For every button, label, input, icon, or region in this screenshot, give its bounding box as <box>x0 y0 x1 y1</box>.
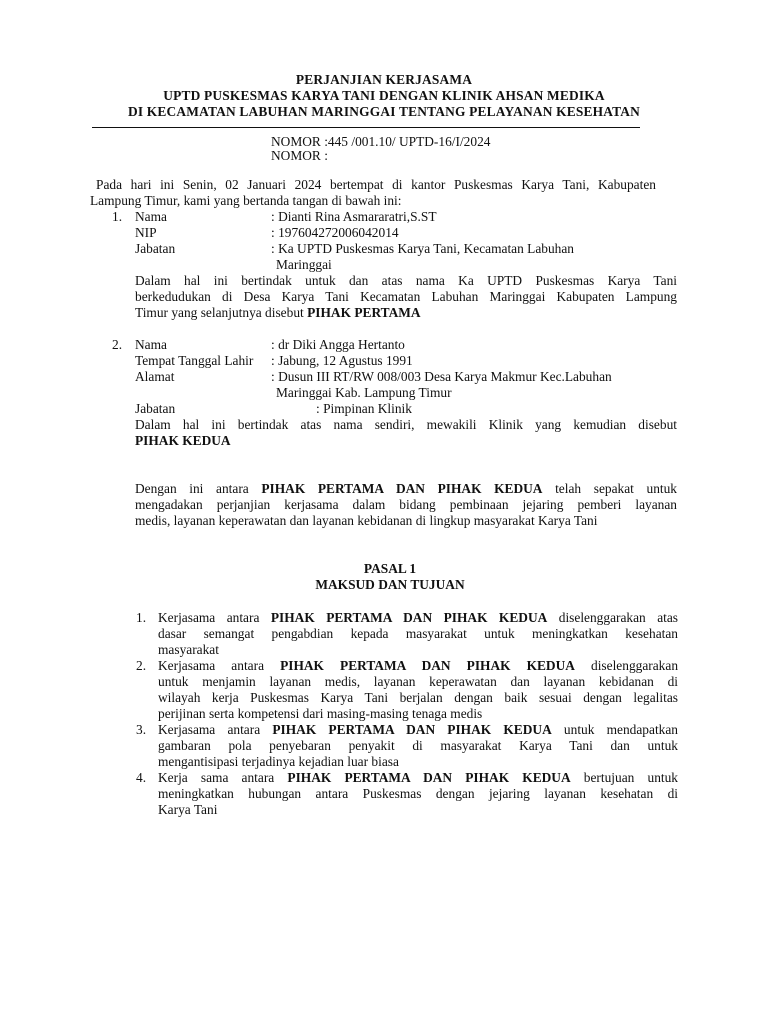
pasal-item-1-parties: PIHAK PERTAMA DAN PIHAK KEDUA <box>270 610 548 625</box>
nomor-line-1: NOMOR :445 /001.10/ UPTD-16/I/2024 <box>271 134 491 149</box>
party1-desc-line-1: Dalam hal ini bertindak untuk dan atas nama Ka UPTD Puskesmas Karya Tani <box>135 273 677 288</box>
pasal-item-4-text-a: Kerja sama antara <box>158 770 288 785</box>
agreement-line-1 <box>135 481 677 497</box>
party1-nip-label: NIP <box>135 225 157 240</box>
agreement-parties: PIHAK PERTAMA DAN PIHAK KEDUA <box>261 481 543 496</box>
intro-line-1: Pada hari ini Senin, 02 Januari 2024 bertempat di kantor Puskesmas Karya Tani, Kabupaten <box>96 177 656 192</box>
party2-alamat-value-cont: Maringgai Kab. Lampung Timur <box>276 385 452 400</box>
pasal-item-3-line-3: mengantisipasi terjadinya kejadian luar biasa <box>158 754 399 769</box>
party1-desc-text: Timur yang selanjutnya disebut <box>135 305 308 320</box>
agreement-line-2: mengadakan perjanjian kerjasama dalam bidang pembinaan jejaring pemberi layanan <box>135 497 677 512</box>
pasal-item-number: 2. <box>136 658 147 673</box>
pasal-item-number: 1. <box>136 610 147 625</box>
pasal-item-1-line-2: dasar semangat pengabdian kepada masyarakat untuk meningkatkan kesehatan <box>158 626 678 641</box>
party2-desc-line-1: Dalam hal ini bertindak atas nama sendiri, mewakili Klinik yang kemudian disebut <box>135 417 677 432</box>
doc-title: PERJANJIAN KERJASAMA <box>295 72 473 87</box>
pasal-item-2-line-2: untuk menjamin layanan medis, layanan keperawatan dan layanan kebidanan di <box>158 674 678 689</box>
pasal-item-4-line-3: Karya Tani <box>158 802 218 817</box>
pasal-item-2-line-3: wilayah kerja Puskesmas Karya Tani berjalan dengan baik sesuai dengan legalitas <box>158 690 678 705</box>
party2-number: 2. <box>112 337 123 352</box>
party2-jabatan-label: Jabatan <box>135 401 176 416</box>
agreement-text-c: telah sepakat untuk <box>542 481 677 496</box>
pasal-item-1-line-3: masyarakat <box>158 642 219 657</box>
pasal-item-4-line-2: meningkatkan hubungan antara Puskesmas dengan jejaring layanan kesehatan di <box>158 786 678 801</box>
party1-number: 1. <box>112 209 123 224</box>
party2-alamat-label: Alamat <box>135 369 175 384</box>
party2-nama-value: : dr Diki Angga Hertanto <box>271 337 405 352</box>
pasal-item-number: 4. <box>136 770 147 785</box>
intro-line-2: Lampung Timur, kami yang bertanda tangan di bawah ini: <box>90 193 402 208</box>
pasal-item-3-parties: PIHAK PERTAMA DAN PIHAK KEDUA <box>272 722 552 737</box>
doc-title-line-3: DI KECAMATAN LABUHAN MARINGGAI TENTANG PELAYANAN KESEHATAN <box>127 104 641 119</box>
pasal-subtitle: MAKSUD DAN TUJUAN <box>315 577 465 592</box>
agreement-text-a: Dengan ini antara <box>135 481 262 496</box>
party1-jabatan-label: Jabatan <box>135 241 176 256</box>
pasal-item-number: 3. <box>136 722 147 737</box>
pasal-item-2-text-c: diselenggarakan <box>574 658 679 673</box>
pasal-item-2-parties: PIHAK PERTAMA DAN PIHAK KEDUA <box>280 658 575 673</box>
pasal-item-4-parties: PIHAK PERTAMA DAN PIHAK KEDUA <box>287 770 571 785</box>
pasal-item-4-text-c: bertujuan untuk <box>570 770 679 785</box>
agreement-line-3: medis, layanan keperawatan dan layanan kebidanan di lingkup masyarakat Karya Tani <box>135 513 598 528</box>
header-divider <box>92 127 640 128</box>
pasal-item-3-text-c: untuk mendapatkan <box>551 722 678 737</box>
party2-nama-label: Nama <box>135 337 167 352</box>
pihak-kedua-label: PIHAK KEDUA <box>135 433 231 448</box>
pasal-item-1-text-a: Kerjasama antara <box>158 610 271 625</box>
party1-jabatan-value-cont: Maringgai <box>276 257 332 272</box>
party1-desc-line-3 <box>135 305 421 321</box>
pasal-item-3-line-2: gambaran pola penyebaran penyakit di masyarakat Karya Tani dan untuk <box>158 738 678 753</box>
pasal-item-2-line-4: perijinan serta kompetensi dari masing-masing tenaga medis <box>158 706 483 721</box>
pasal-item-1-line-1 <box>158 610 678 626</box>
pasal-item-4-line-1 <box>158 770 678 786</box>
pasal-item-2-text-a: Kerjasama antara <box>158 658 281 673</box>
doc-title-line-2: UPTD PUSKESMAS KARYA TANI DENGAN KLINIK AHSAN MEDIKA <box>163 88 605 103</box>
party2-jabatan-value: : Pimpinan Klinik <box>316 401 412 416</box>
party2-alamat-value: : Dusun III RT/RW 008/003 Desa Karya Makmur Kec.Labuhan <box>271 369 612 384</box>
party1-nama-label: Nama <box>135 209 167 224</box>
party2-ttl-value: : Jabung, 12 Agustus 1991 <box>271 353 413 368</box>
party2-ttl-label: Tempat Tanggal Lahir <box>135 353 254 368</box>
pasal-title: PASAL 1 <box>363 561 417 576</box>
nomor-line-2: NOMOR : <box>271 148 328 163</box>
pasal-item-2-line-1 <box>158 658 678 674</box>
party1-jabatan-value: : Ka UPTD Puskesmas Karya Tani, Kecamatan Labuhan <box>271 241 574 256</box>
party1-nip-value: : 197604272006042014 <box>271 225 399 240</box>
pasal-item-1-text-c: diselenggarakan atas <box>547 610 679 625</box>
pasal-item-3-line-1 <box>158 722 678 738</box>
party1-nama-value: : Dianti Rina Asmararatri,S.ST <box>271 209 437 224</box>
pihak-pertama-label: PIHAK PERTAMA <box>307 305 421 320</box>
party1-desc-line-2: berkedudukan di Desa Karya Tani Kecamatan Labuhan Maringgai Kabupaten Lampung <box>135 289 677 304</box>
pasal-item-3-text-a: Kerjasama antara <box>158 722 273 737</box>
